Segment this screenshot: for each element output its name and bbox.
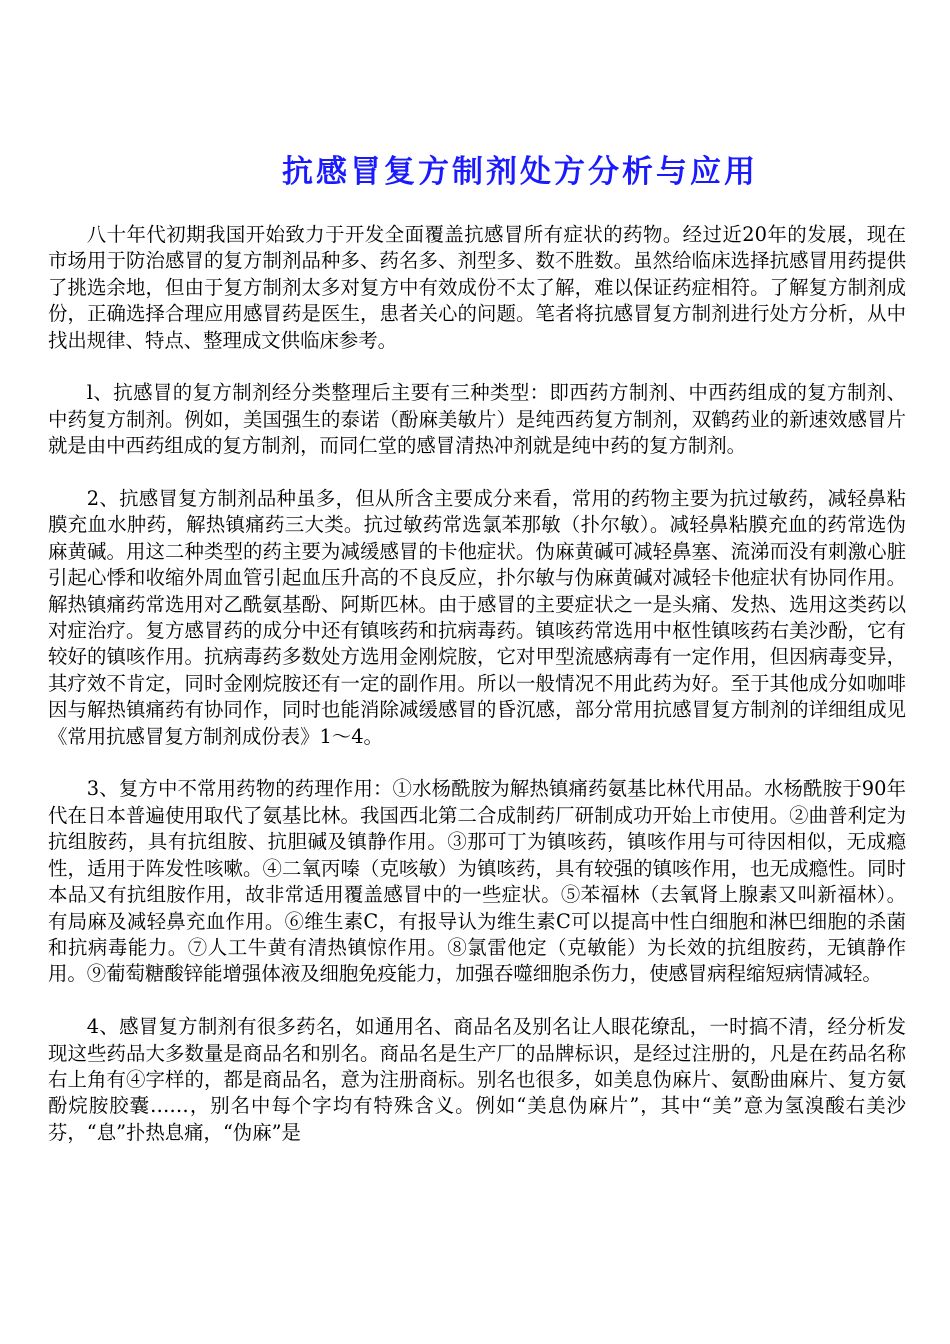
paragraph-section-3: 3、复方中不常用药物的药理作用：①水杨酰胺为解热镇痛药氨基比林代用品。水杨酰胺于90年代在日本普遍使用取代了氨基比林。我国西北第二合成制药厂研制成功开始上市使用。②曲普利定为抗组胺药，具有抗组胺、抗胆碱及镇静作用。③那可丁为镇咳药，镇咳作用与可待因相似，无成瘾性，适用于阵发性咳嗽。④二氧丙嗪（克咳敏）为镇咳药，具有较强的镇咳作用，也无成瘾性。同时本品又有抗组胺作用，故非常适用覆盖感冒中的一些症状。⑤苯福林（去氧肾上腺素又叫新福林）。有局麻及减轻鼻充血作用。⑥维生素C，有报导认为维生素C可以提高中性白细胞和淋巴细胞的杀菌和抗病毒能力。⑦人工牛黄有清热镇惊作用。⑧氯雷他定（克敏能）为长效的抗组胺药，无镇静作用。⑨葡萄糖酸锌能增强体液及细胞免疫能力，加强吞噬细胞杀伤力，使感冒病程缩短病情减轻。 [48,777,906,986]
document-body [48,222,906,1173]
document-title: 抗感冒复方制剂处方分析与应用 [282,154,758,190]
paragraph-intro: 八十年代初期我国开始致力于开发全面覆盖抗感冒所有症状的药物。经过近20年的发展，现在市场用于防治感冒的复方制剂品种多、药名多、剂型多、数不胜数。虽然给临床选择抗感冒用药提供了挑选余地，但由于复方制剂太多对复方中有效成份不太了解，难以保证药症相符。了解复方制剂成份，正确选择合理应用感冒药是医生，患者关心的问题。笔者将抗感冒复方制剂进行处方分析，从中找出规律、特点、整理成文供临床参考。 [48,223,906,352]
paragraph-section-4: 4、感冒复方制剂有很多药名，如通用名、商品名及别名让人眼花缭乱，一时搞不清，经分析发现这些药品大多数量是商品名和别名。商品名是生产厂的品牌标识，是经过注册的，凡是在药品名称右上角有④字样的，都是商品名，意为注册商标。别名也很多，如美息伪麻片、氨酚曲麻片、复方氨酚烷胺胶囊……，别名中每个字均有特殊含义。例如“美息伪麻片”，其中“美”意为氢溴酸右美沙芬，“息”扑热息痛，“伪麻”是 [48,1015,906,1144]
paragraph-section-1: l、抗感冒的复方制剂经分类整理后主要有三种类型：即西药方制剂、中西药组成的复方制剂、中药复方制剂。例如，美国强生的泰诺（酚麻美敏片）是纯西药复方制剂，双鹤药业的新速效感冒片就是由中西药组成的复方制剂，而同仁堂的感冒清热冲剂就是纯中药的复方制剂。 [48,381,906,458]
paragraph-section-2: 2、抗感冒复方制剂品种虽多，但从所含主要成分来看，常用的药物主要为抗过敏药，减轻鼻粘膜充血水肿药，解热镇痛药三大类。抗过敏药常选氯苯那敏（扑尔敏）。减轻鼻粘膜充血的药常选伪麻黄碱。用这二种类型的药主要为减缓感冒的卡他症状。伪麻黄碱可减轻鼻塞、流涕而没有刺激心脏引起心悸和收缩外周血管引起血压升高的不良反应，扑尔敏与伪麻黄碱对减轻卡他症状有协同作用。解热镇痛药常选用对乙酰氨基酚、阿斯匹林。由于感冒的主要症状之一是头痛、发热、选用这类药以对症治疗。复方感冒药的成分中还有镇咳药和抗病毒药。镇咳药常选用中枢性镇咳药右美沙酚，它有较好的镇咳作用。抗病毒药多数处方选用金刚烷胺，它对甲型流感病毒有一定作用，但因病毒变异，其疗效不肯定，同时金刚烷胺还有一定的副作用。所以一般情况不用此药为好。至于其他成分如咖啡因与解热镇痛药有协同作，同时也能消除减缓感冒的昏沉感，部分常用抗感冒复方制剂的详细组成见《常用抗感冒复方制剂成份表》1～4。 [48,487,906,748]
